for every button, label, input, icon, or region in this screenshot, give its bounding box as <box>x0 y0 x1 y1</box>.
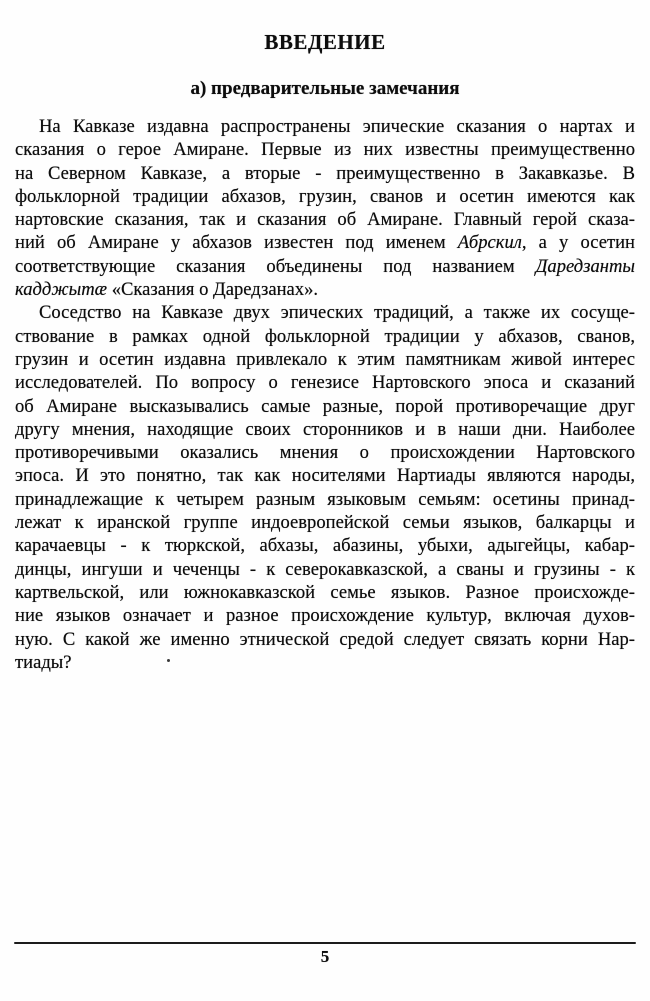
text-segment: На Кавказе издавна распространены эпические сказания о нартах и <box>39 116 635 137</box>
text-segment: карачаевцы - к тюркской, абхазы, абазины, убыхи, адыгейцы, кабар- <box>15 535 635 557</box>
text-segment: противоречивыми оказались мнения о происхождении Нартовского <box>15 442 635 464</box>
text-line <box>15 441 635 464</box>
text-segment: лежат к иранской группе индоевропейской семьи языков, балкарцы и <box>15 512 635 534</box>
text-line <box>15 371 635 394</box>
text-segment: тиады? <box>15 651 72 673</box>
text-line <box>15 255 635 278</box>
text-segment: динцы, ингуши и чеченцы - к северокавказской, а сваны и грузины - к <box>15 558 635 580</box>
italic-term: Абрскил <box>457 232 522 254</box>
text-line <box>15 185 635 208</box>
text-line <box>15 464 635 487</box>
text-line <box>15 581 635 604</box>
footer-divider <box>14 942 636 944</box>
text-segment: принадлежащие к четырем разным языковым семьям: осетины принад- <box>15 488 635 510</box>
text-segment: эпоса. И это понятно, так как носителями Нартиады являются народы, <box>15 465 635 487</box>
text-line <box>15 395 635 418</box>
scan-speck-artifact <box>167 659 170 662</box>
text-segment: другу мнения, находящие своих сторонников и в наши дни. Наиболее <box>15 418 635 440</box>
text-line <box>15 325 635 348</box>
text-segment: фольклорной традиции абхазов, грузин, сванов и осетин имеются как <box>15 185 635 207</box>
text-segment: «Сказания о Даредзанах». <box>107 279 319 301</box>
text-segment: грузин и осетин издавна привлекало к этим памятникам живой интерес <box>15 348 635 370</box>
text-line <box>15 162 635 185</box>
text-line <box>15 558 635 581</box>
text-line <box>15 651 635 674</box>
text-segment: нартовские сказания, так и сказания об Амиране. Главный герой сказа- <box>15 209 635 231</box>
text-line <box>15 604 635 627</box>
text-segment: ную. С какой же именно этнической средой следует связать корни Нар- <box>15 628 635 650</box>
text-line <box>15 418 635 441</box>
text-line <box>15 278 635 301</box>
text-line <box>15 534 635 557</box>
text-line <box>15 231 635 254</box>
text-line <box>15 115 635 138</box>
text-line <box>15 348 635 371</box>
text-segment: , а у осетин <box>521 232 635 254</box>
text-line <box>15 138 635 161</box>
text-line <box>15 301 635 324</box>
page-title: ВВЕДЕНИЕ <box>264 30 386 54</box>
text-segment: Соседство на Кавказе двух эпических традиций, а также их сосуще- <box>39 302 635 324</box>
text-segment: соответствующие сказания объединены под названием <box>15 255 536 277</box>
section-subtitle: а) предварительные замечания <box>190 78 460 99</box>
text-line <box>15 511 635 534</box>
text-segment: об Амиране высказывались самые разные, порой противоречащие друг <box>15 395 635 417</box>
text-segment: ствование в рамках одной фольклорной традиции у абхазов, сванов, <box>15 325 635 347</box>
text-segment: ние языков означает и разное происхождение культур, включая духов- <box>15 605 635 627</box>
text-segment: исследователей. По вопросу о генезисе Нартовского эпоса и сказаний <box>15 372 635 394</box>
text-segment: картвельской, или южнокавказской семье языков. Разное происхожде- <box>15 581 635 603</box>
page-number: 5 <box>320 947 330 966</box>
text-line <box>15 628 635 651</box>
italic-term: Даредзанты <box>535 255 635 277</box>
text-segment: сказания о герое Амиране. Первые из них известны преимущественно <box>15 139 635 161</box>
text-line <box>15 488 635 511</box>
body-text <box>15 115 635 674</box>
text-line <box>15 208 635 231</box>
text-segment: ний об Амиране у абхазов известен под именем <box>15 232 458 254</box>
text-segment: на Северном Кавказе, а вторые - преимущественно в Закавказье. В <box>15 162 635 184</box>
italic-term: кадджытæ <box>15 279 108 301</box>
